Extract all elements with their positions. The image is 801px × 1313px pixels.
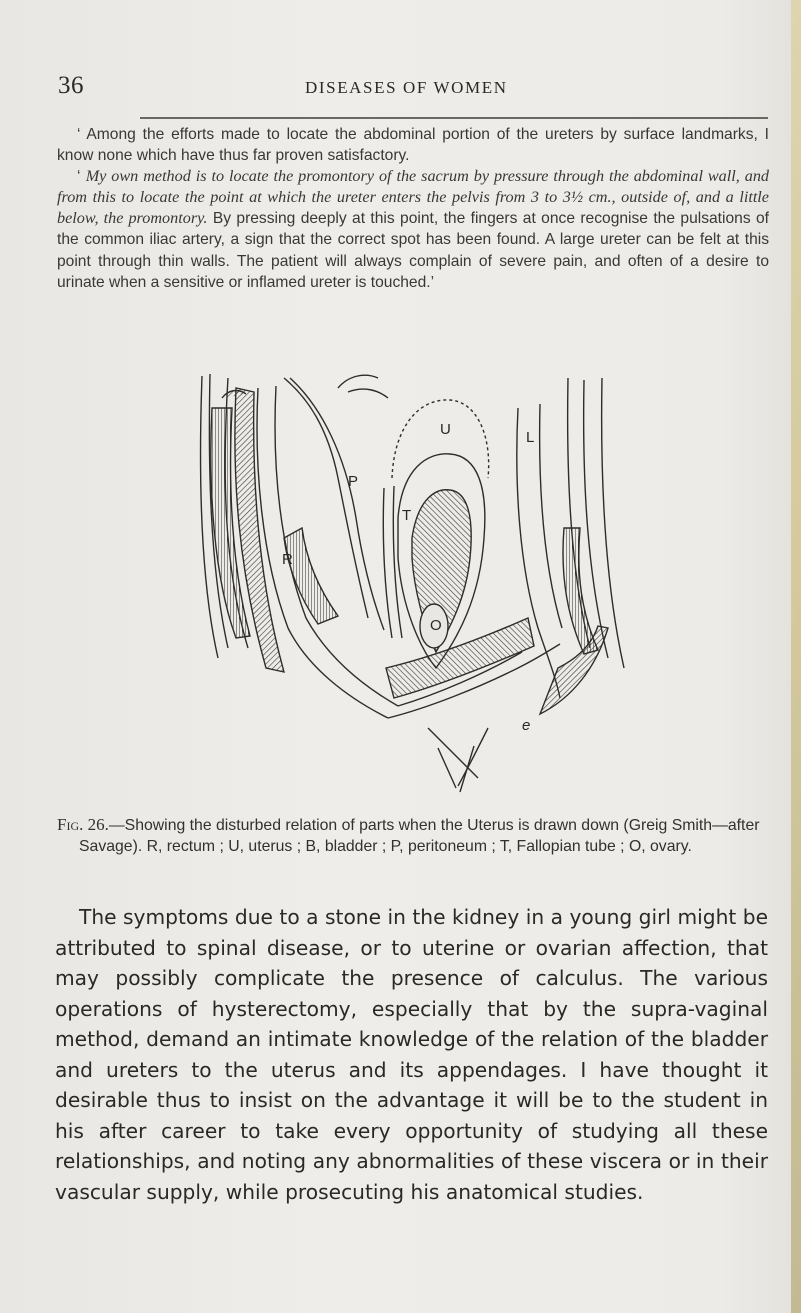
page-number: 36 <box>58 72 84 99</box>
body-paragraph: The symptoms due to a stone in the kidney in a young girl might be attributed to spinal disease, or to uterine or ovarian affection, that may possibly complicate the presence of calculus. The various operations of hysterectomy, especially that by the supra-vaginal method, demand an intimate knowledge of the relation of the bladder and ureters to the uterus and its appendages. I have thought it desirable thus to insist on the advantage it will be to the student in his after career to take every opportunity of studying all these relationships, and noting any abnormalities of these viscera or in their vascular supply, while prosecuting his anatomical studies. <box>55 905 768 1204</box>
running-head: DISEASES OF WOMEN <box>305 78 508 97</box>
quote-paragraph-1: ‘ Among the efforts made to locate the abdominal portion of the ureters by surface landmarks, I know none which have thus far proven satisfactory. <box>57 126 769 165</box>
quote-italic-text: My own method is to locate the promontory of the sacrum by pressure through the abdominal wall, and from this to locate the point at which the ureter enters the pelvis from 3 to 3½ cm., outside of, and a little below, the promontory. <box>57 167 770 228</box>
caption-text: —Showing the disturbed relation of parts when the Uterus is drawn down (Greig Smith—after Savage). R, rectum ; U, uterus ; B, bladder ; P, peritoneum ; T, Fallopian tube ; O, ovary. <box>79 817 760 855</box>
caption-paragraph <box>57 814 769 857</box>
figure-caption <box>57 814 769 857</box>
body-text <box>55 902 768 1207</box>
label-t: T <box>402 507 412 524</box>
quoted-passage <box>57 124 769 293</box>
label-e: e <box>522 717 531 734</box>
page-edge <box>791 0 801 1313</box>
quote-open: ‘ <box>77 168 86 186</box>
pelvis-section-drawing <box>188 368 630 808</box>
label-u: U <box>440 421 451 438</box>
label-o: O <box>430 617 442 634</box>
caption-figure-number: Fig. 26. <box>57 815 109 834</box>
label-p: P <box>348 473 359 490</box>
label-r: R <box>282 551 293 568</box>
quote-rest-text: By pressing deeply at this point, the fingers at once recognise the pulsations of the common iliac artery, a sign that the correct spot has been found. A large ureter can be felt at this point through thin walls. The patient will always complain of severe pain, and often of a desire to urinate when a sensitive or inflamed ureter is touched.’ <box>57 210 769 291</box>
quote-paragraph-2 <box>57 166 769 293</box>
page-header <box>0 68 801 108</box>
label-l: L <box>526 429 535 446</box>
anatomical-figure <box>188 368 630 808</box>
header-rule <box>140 117 768 119</box>
